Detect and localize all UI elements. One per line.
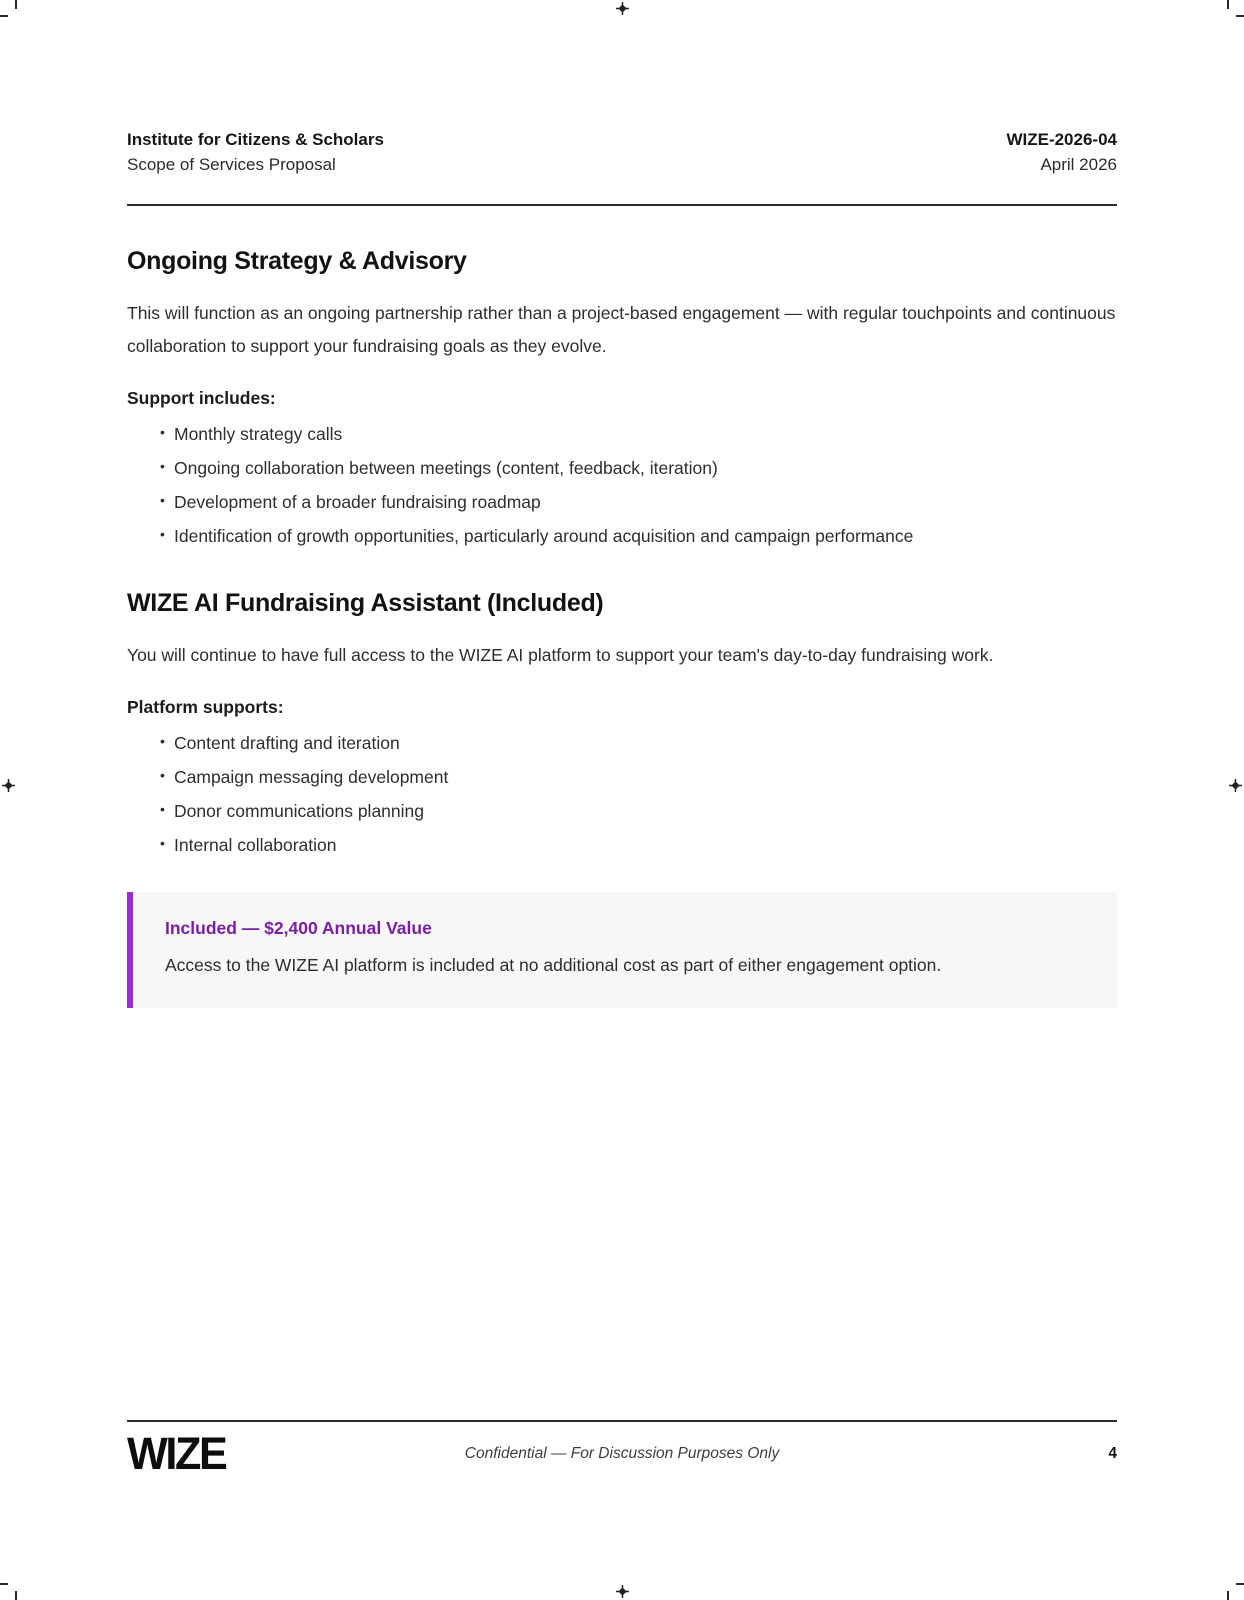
doc-date: April 2026 (1040, 154, 1117, 174)
list-label-support-includes: Support includes: (127, 388, 276, 409)
callout-title: Included — $2,400 Annual Value (165, 918, 432, 939)
crop-mark-top-left-vertical (15, 0, 17, 9)
org-name: Institute for Citizens & Scholars (127, 130, 384, 149)
included-value-callout (127, 892, 1117, 1007)
crop-mark-bottom-right-horizontal (1236, 1583, 1244, 1585)
crop-mark-bottom-left-horizontal (0, 1583, 8, 1585)
list-item: • Identification of growth opportunities, particularly around acquisition and campaign performance (160, 520, 1117, 554)
crop-mark-top-right-vertical (1227, 0, 1229, 9)
document-footer (127, 1420, 1117, 1480)
document-header (127, 128, 1117, 177)
platform-supports-list (127, 727, 1117, 863)
page-number: 4 (1108, 1445, 1117, 1462)
crop-mark-bottom-right-vertical (1227, 1591, 1229, 1600)
list-item: • Development of a broader fundraising roadmap (160, 486, 1117, 520)
crop-mark-top-left-horizontal (0, 15, 8, 17)
list-label-platform-supports: Platform supports: (127, 696, 284, 717)
footer-rule (127, 1420, 1117, 1422)
section-heading-ongoing-strategy: Ongoing Strategy & Advisory (127, 247, 467, 276)
section-intro: You will continue to have full access to the WIZE AI platform to support your team's day-to-day fundraising work. (127, 644, 994, 665)
doc-subtitle: Scope of Services Proposal (127, 154, 336, 174)
crop-mark-top-right-horizontal (1236, 15, 1244, 17)
list-item: • Internal collaboration (160, 829, 1117, 863)
list-item: • Content drafting and iteration (160, 727, 1117, 761)
header-rule (127, 204, 1117, 206)
confidential-notice: Confidential — For Discussion Purposes Only (464, 1445, 780, 1462)
list-item: • Monthly strategy calls (160, 418, 1117, 452)
registration-mark-icon (2, 779, 15, 792)
registration-mark-icon (616, 1585, 629, 1598)
wize-logo: WIZE (127, 1428, 226, 1479)
section-heading-ai-assistant: WIZE AI Fundraising Assistant (Included) (127, 588, 604, 617)
registration-mark-icon (1229, 779, 1242, 792)
section-intro: This will function as an ongoing partnership rather than a project-based engagement — with regular touchpoints and continuous collaboration to support your fundraising goals as they evolve. (127, 303, 1116, 357)
list-item: • Ongoing collaboration between meetings (content, feedback, iteration) (160, 452, 1117, 486)
crop-mark-bottom-left-vertical (15, 1591, 17, 1600)
support-includes-list (127, 418, 1117, 554)
list-item: • Donor communications planning (160, 795, 1117, 829)
callout-body: Access to the WIZE AI platform is included at no additional cost as part of either engagement option. (165, 955, 942, 976)
doc-code: WIZE-2026-04 (1006, 130, 1117, 149)
list-item: • Campaign messaging development (160, 761, 1117, 795)
